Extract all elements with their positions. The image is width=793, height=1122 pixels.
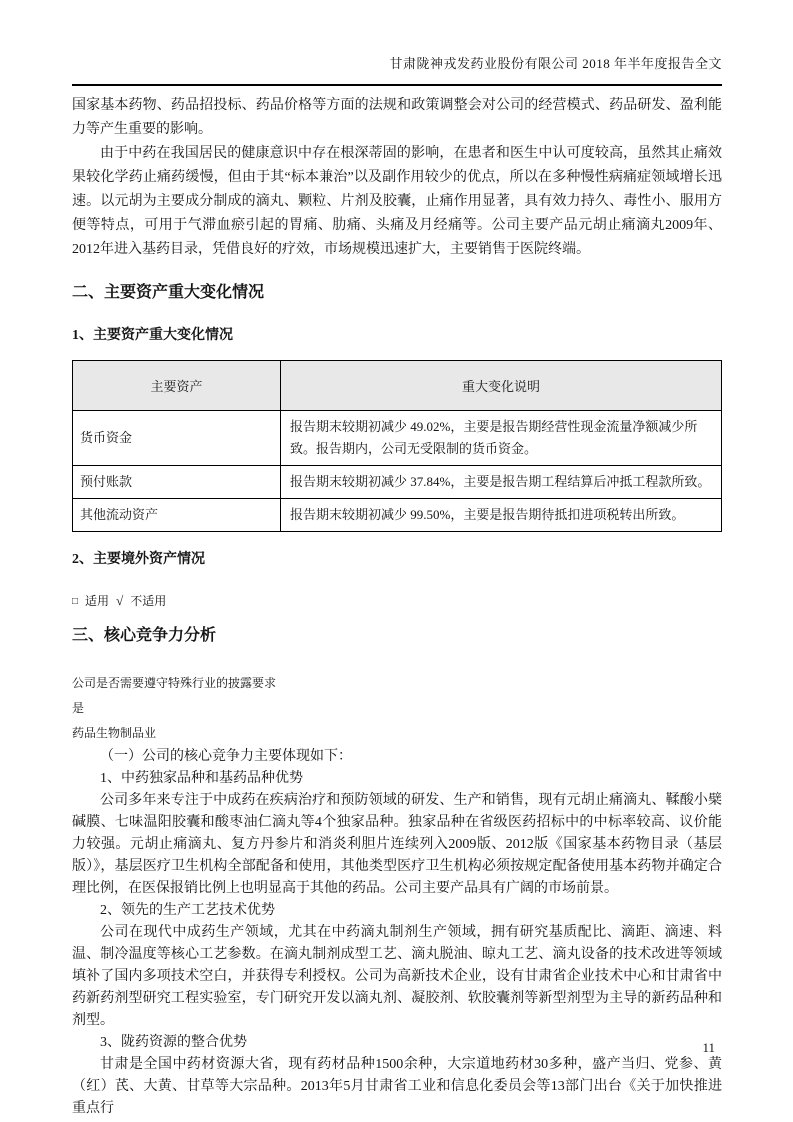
major-assets-table (72, 360, 722, 532)
section2-sub2-title: 2、主要境外资产情况 (72, 552, 205, 567)
not-applicable-label: 不适用 (130, 594, 167, 608)
advantage-3-title: 3、陇药资源的整合优势 (100, 1035, 247, 1050)
asset-name-cell: 货币资金 (73, 411, 281, 466)
asset-name-cell: 预付账款 (73, 466, 281, 499)
advantage-3-body: 甘肃是全国中药材资源大省，现有药材品种1500余种，大宗道地药材30多种，盛产当归、党参、黄（红）芪、大黄、甘草等大宗品种。2013年5月甘肃省工业和信息化委员会等13部门出台《关于加快推进重点行 (72, 1057, 722, 1116)
advantage-2-body: 公司在现代中成药生产领域，尤其在中药滴丸制剂生产领域，拥有研究基质配比、滴距、滴速、料温、制冷温度等核心工艺参数。在滴丸制剂成型工艺、滴丸脱油、晾丸工艺、滴丸设备的技术改进等领域填补了国内多项技术空白，并获得专利授权。公司为高新技术企业，设有甘肃省企业技术中心和甘肃省中药新药剂型研究工程实验室，专门研究开发以滴丸剂、凝胶剂、软胶囊剂等新型剂型为主导的新药品种和剂型。 (72, 925, 722, 1028)
intro-paragraph-2: 由于中药在我国居民的健康意识中存在根深蒂固的影响，在患者和医生中认可度较高，虽然其止痛效果较化学药止痛药缓慢，但由于其“标本兼治”以及副作用较少的优点，所以在多种慢性病痛症领域增长迅速。以元胡为主要成分制成的滴丸、颗粒、片剂及胶囊，止痛作用显著，具有效力持久、毒性小、服用方便等特点，可用于气滞血瘀引起的胃痛、肋痛、头痛及月经痛等。公司主要产品元胡止痛滴丸2009年、2012年进入基药目录，凭借良好的疗效，市场规模迅速扩大，主要销售于医院终端。 (72, 146, 722, 257)
asset-change-cell: 报告期末较期初减少 49.02%，主要是报告期经营性现金流量净额减少所致。报告期内，公司无受限制的货币资金。 (281, 411, 722, 466)
table-header-asset: 主要资产 (73, 361, 281, 411)
industry-label: 药品生物制品业 (72, 726, 157, 740)
table-row (73, 466, 722, 499)
asset-change-cell: 报告期末较期初减少 99.50%，主要是报告期待抵扣进项税转出所致。 (281, 499, 722, 532)
disclosure-question: 公司是否需要遵守特殊行业的披露要求 (72, 676, 277, 690)
advantage-1-title: 1、中药独家品种和基药品种优势 (100, 771, 303, 786)
core-competitiveness-intro: （一）公司的核心竞争力主要体现如下： (100, 749, 352, 764)
advantage-2-title: 2、领先的生产工艺技术优势 (100, 903, 275, 918)
applicable-label: 适用 (85, 594, 110, 608)
disclosure-answer: 是 (72, 701, 85, 715)
section3-title: 三、核心竞争力分析 (72, 627, 217, 644)
table-row (73, 411, 722, 466)
report-header: 甘肃陇神戎发药业股份有限公司 2018 年半年度报告全文 (72, 55, 722, 86)
asset-name-cell: 其他流动资产 (73, 499, 281, 532)
intro-paragraph-1: 国家基本药物、药品招投标、药品价格等方面的法规和政策调整会对公司的经营模式、药品研发、盈利能力等产生重要的影响。 (72, 98, 722, 137)
table-header-change: 重大变化说明 (281, 361, 722, 411)
table-header-row (73, 361, 722, 411)
asset-change-cell: 报告期末较期初减少 37.84%，主要是报告期工程结算后冲抵工程款所致。 (281, 466, 722, 499)
section2-sub1-title: 1、主要资产重大变化情况 (72, 328, 233, 343)
advantage-1-body: 公司多年来专注于中成药在疾病治疗和预防领域的研发、生产和销售，现有元胡止痛滴丸、鞣酸小檗碱膜、七味温阳胶囊和酸枣油仁滴丸等4个独家品种。独家品种在省级医药招标中的中标率较高、议价能力较强。元胡止痛滴丸、复方丹参片和消炎利胆片连续列入2009版、2012版《国家基本药物目录（基层版）》，基层医疗卫生机构全部配备和使用，其他类型医疗卫生机构必须按规定配备使用基本药物并确定合理比例，在医保报销比例上也明显高于其他的药品。公司主要产品具有广阔的市场前景。 (72, 793, 722, 896)
checkbox-unchecked-icon: □ (72, 596, 79, 607)
check-mark-icon: √ (116, 593, 124, 608)
section2-title: 二、主要资产重大变化情况 (72, 284, 265, 301)
table-row (73, 499, 722, 532)
applicability-line (72, 592, 722, 609)
page-number: 11 (702, 1040, 715, 1055)
